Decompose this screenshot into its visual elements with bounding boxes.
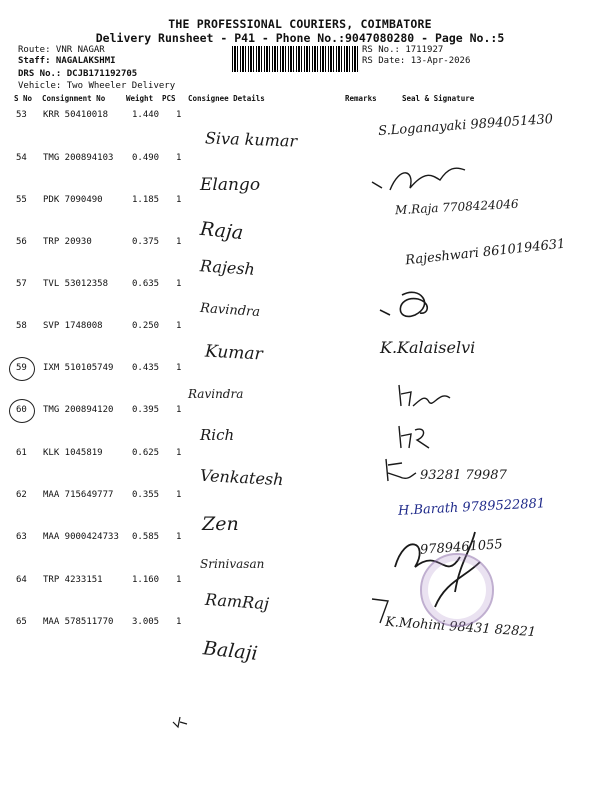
row-consignment: TVL 53012358: [43, 279, 109, 289]
handwritten-signature: K.Kalaiselvi: [380, 338, 476, 357]
company-stamp: [420, 553, 494, 627]
row-weight: 3.005: [132, 617, 160, 627]
row-weight: 0.375: [132, 237, 160, 247]
row-weight: 0.435: [132, 363, 160, 373]
row-consignment: IXM 510105749: [43, 363, 114, 373]
row-pcs: 1: [176, 617, 182, 627]
row-sno: 58: [16, 321, 27, 331]
handwritten-consignee: Rajesh: [199, 256, 256, 279]
row-sno: 62: [16, 490, 27, 500]
stray-pen-mark: [170, 712, 190, 732]
circle-mark-59: [9, 357, 35, 381]
row-consignment: TMG 200894120: [43, 405, 114, 415]
col-pcs: PCS: [162, 94, 176, 103]
row-pcs: 1: [176, 532, 182, 542]
col-remarks: Remarks: [345, 94, 377, 103]
handwritten-consignee: Ravindra: [188, 387, 244, 401]
handwritten-consignee: Rich: [200, 426, 235, 444]
handwritten-signature: S.Loganayaki 9894051430: [377, 111, 554, 140]
signature-scribble: [395, 422, 445, 452]
row-weight: 0.355: [132, 490, 160, 500]
handwritten-consignee: Srinivasan: [200, 557, 265, 571]
signature-scribble: [370, 595, 410, 625]
row-consignment: MAA 9000424733: [43, 532, 119, 542]
row-sno: 63: [16, 532, 27, 542]
row-consignment: TMG 200894103: [43, 153, 114, 163]
row-consignment: TRP 4233151: [43, 575, 103, 585]
row-sno: 60: [16, 405, 27, 415]
handwritten-consignee: Siva kumar: [204, 128, 298, 151]
rs-number: RS No.: 1711927: [362, 45, 444, 55]
barcode-image: [232, 46, 358, 72]
handwritten-signature: Rajeshwari 8610194631: [404, 236, 567, 269]
circle-mark-60: [9, 399, 35, 423]
row-pcs: 1: [176, 448, 182, 458]
row-weight: 0.585: [132, 532, 160, 542]
row-pcs: 1: [176, 490, 182, 500]
row-weight: 1.440: [132, 110, 160, 120]
row-sno: 56: [16, 237, 27, 247]
handwritten-consignee: Kumar: [204, 341, 264, 365]
route-label: Route: VNR NAGAR: [18, 45, 105, 55]
row-pcs: 1: [176, 363, 182, 373]
row-consignment: TRP 20930: [43, 237, 92, 247]
row-sno: 55: [16, 195, 27, 205]
row-consignment: KRR 50410018: [43, 110, 109, 120]
handwritten-signature: 9789461055: [419, 537, 504, 558]
row-weight: 0.625: [132, 448, 160, 458]
drs-label: DRS No.: DCJB171192705: [18, 69, 138, 79]
runsheet-subtitle: Delivery Runsheet - P41 - Phone No.:9047080280 - Page No.:5: [95, 31, 505, 45]
signature-scribble: [370, 160, 480, 200]
row-pcs: 1: [176, 153, 182, 163]
col-consignment: Consignment No: [42, 94, 106, 103]
runsheet-title: THE PROFESSIONAL COURIERS, COIMBATORE: [168, 17, 432, 31]
col-sno: S No: [14, 94, 33, 103]
vehicle-label: Vehicle: Two Wheeler Delivery: [18, 81, 176, 91]
row-sno: 64: [16, 575, 27, 585]
row-weight: 0.490: [132, 153, 160, 163]
handwritten-consignee: Venkatesh: [199, 465, 284, 490]
handwritten-consignee: Zen: [202, 513, 239, 535]
col-consignee: Consignee Details: [188, 94, 265, 103]
handwritten-consignee: Elango: [200, 175, 261, 195]
row-pcs: 1: [176, 575, 182, 585]
row-weight: 0.635: [132, 279, 160, 289]
handwritten-consignee: RamRaj: [204, 589, 270, 614]
row-pcs: 1: [176, 405, 182, 415]
handwritten-signature: 93281 79987: [420, 468, 507, 483]
handwritten-consignee: Balaji: [201, 637, 259, 665]
row-consignment: MAA 578511770: [43, 617, 114, 627]
row-pcs: 1: [176, 321, 182, 331]
row-weight: 1.160: [132, 575, 160, 585]
row-weight: 0.395: [132, 405, 160, 415]
row-consignment: MAA 715649777: [43, 490, 114, 500]
signature-scribble: [395, 380, 455, 410]
row-sno: 59: [16, 363, 27, 373]
col-weight: Weight: [126, 94, 154, 103]
row-pcs: 1: [176, 195, 182, 205]
handwritten-signature: H.Barath 9789522881: [397, 496, 546, 519]
staff-label: Staff: NAGALAKSHMI: [18, 56, 116, 66]
row-sno: 54: [16, 153, 27, 163]
rs-date: RS Date: 13-Apr-2026: [362, 56, 471, 66]
handwritten-consignee: Ravindra: [199, 300, 261, 321]
handwritten-consignee: Raja: [198, 217, 245, 245]
row-sno: 65: [16, 617, 27, 627]
row-consignment: KLK 1045819: [43, 448, 103, 458]
signature-scribble: [380, 455, 420, 485]
row-pcs: 1: [176, 237, 182, 247]
handwritten-signature: M.Raja 7708424046: [394, 196, 519, 218]
row-sno: 57: [16, 279, 27, 289]
row-sno: 61: [16, 448, 27, 458]
row-pcs: 1: [176, 110, 182, 120]
row-consignment: PDK 7090490: [43, 195, 103, 205]
row-pcs: 1: [176, 279, 182, 289]
row-sno: 53: [16, 110, 27, 120]
signature-scribble: [380, 285, 440, 330]
row-weight: 0.250: [132, 321, 160, 331]
row-consignment: SVP 1748008: [43, 321, 103, 331]
handwritten-signature: K.Mohini 98431 82821: [384, 614, 537, 641]
col-seal: Seal & Signature: [402, 94, 475, 103]
row-weight: 1.185: [132, 195, 160, 205]
